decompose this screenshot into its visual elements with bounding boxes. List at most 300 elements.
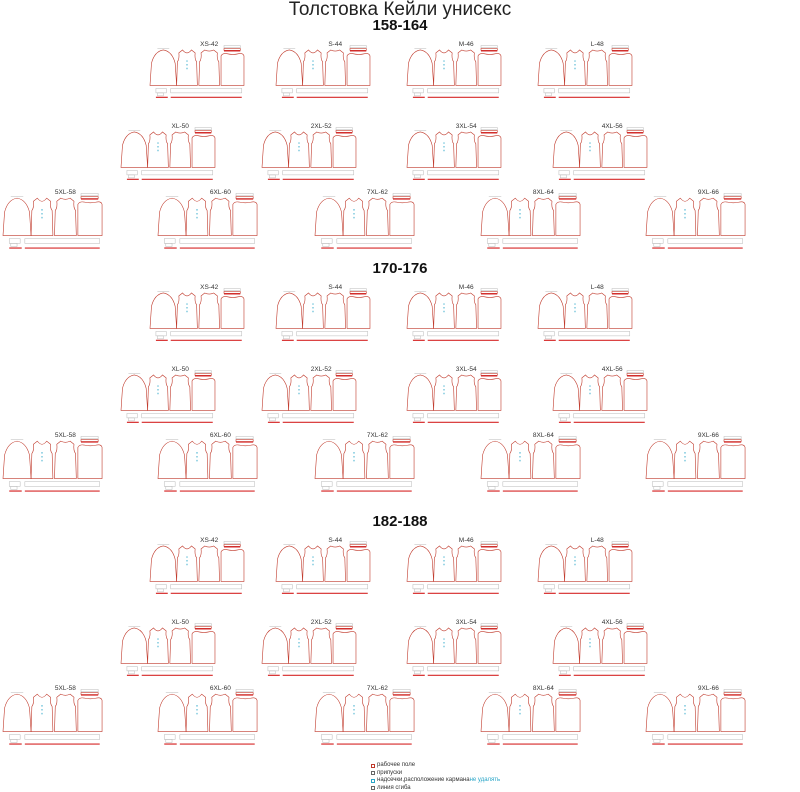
facing-piece [652, 239, 663, 244]
hood-piece [233, 698, 257, 732]
cuff-piece [393, 689, 410, 691]
size-block [407, 537, 501, 593]
band-piece [393, 440, 410, 442]
back-piece [532, 441, 554, 478]
cuff-piece [336, 624, 352, 626]
front-piece [674, 694, 696, 731]
band-piece [236, 440, 253, 442]
size-block [3, 432, 102, 491]
legend-swatch-icon [371, 786, 375, 790]
size-block [3, 685, 102, 744]
size-block [3, 189, 102, 248]
band-piece [81, 693, 98, 695]
sleeve-piece [262, 132, 289, 168]
sleeve-piece [481, 441, 509, 478]
sleeve-piece [553, 132, 580, 168]
legend-swatch-icon [371, 764, 375, 768]
size-block [262, 123, 356, 179]
size-label: 5XL-58 [55, 189, 76, 196]
hood-piece [478, 632, 501, 664]
size-block [407, 366, 501, 422]
cuff-piece [481, 371, 497, 373]
facing-piece [269, 418, 275, 421]
front-piece [31, 694, 53, 731]
cuff-piece [81, 193, 98, 195]
hood-piece [221, 297, 244, 329]
back-piece [311, 132, 332, 168]
band-piece [724, 693, 741, 695]
size-block [553, 123, 647, 179]
size-label: 6XL-60 [210, 685, 231, 692]
facing-piece [128, 175, 134, 178]
back-piece [54, 198, 76, 235]
facing-piece [560, 671, 566, 674]
back-piece [366, 441, 388, 478]
facing-piece [413, 88, 423, 92]
sleeve-piece [646, 441, 674, 478]
facing-piece [652, 482, 663, 487]
sleeve-piece [150, 50, 177, 86]
waistband-piece [559, 331, 630, 335]
back-piece [602, 375, 623, 411]
cuff-piece [224, 542, 240, 544]
size-block [262, 619, 356, 675]
facing-piece [9, 735, 20, 740]
sleeve-piece [646, 198, 674, 235]
legend-label: надсечки,расположение кармана [377, 777, 470, 785]
cuff-piece [559, 689, 576, 691]
back-piece [587, 293, 608, 329]
cuff-piece [81, 436, 98, 438]
cuff-piece [393, 436, 410, 438]
facing-piece [559, 413, 569, 417]
band-piece [350, 544, 366, 546]
legend-swatch-icon [371, 779, 375, 783]
cuff-piece [336, 128, 352, 130]
cuff-piece [195, 624, 211, 626]
sleeve-piece [553, 628, 580, 664]
legend-item [371, 785, 500, 792]
hood-piece [478, 297, 501, 329]
cuff-piece [195, 128, 211, 130]
sleeve-piece [158, 441, 186, 478]
hood-piece [556, 698, 580, 732]
size-block [150, 537, 244, 593]
size-label: XS-42 [200, 41, 218, 48]
hood-piece [78, 202, 102, 236]
back-piece [532, 694, 554, 731]
waistband-piece [142, 666, 213, 670]
waistband-piece [337, 482, 412, 487]
height-group-title: 170-176 [0, 260, 800, 277]
sleeve-piece [276, 293, 303, 329]
size-label: 7XL-62 [367, 685, 388, 692]
hood-piece [192, 136, 215, 168]
facing-piece [654, 486, 660, 489]
cuff-piece [224, 289, 240, 291]
cuff-piece [195, 371, 211, 373]
cuff-piece [393, 193, 410, 195]
facing-piece [321, 482, 332, 487]
band-piece [481, 291, 497, 293]
size-block [121, 123, 215, 179]
size-label: L-48 [591, 537, 604, 544]
hood-piece [221, 54, 244, 86]
hood-piece [78, 698, 102, 732]
band-piece [336, 373, 352, 375]
back-piece [209, 198, 231, 235]
band-piece [559, 197, 576, 199]
back-piece [456, 546, 477, 582]
back-piece [325, 546, 346, 582]
facing-piece [283, 589, 289, 592]
hood-piece [390, 445, 414, 479]
size-label: 2XL-52 [311, 619, 332, 626]
size-label: 7XL-62 [367, 189, 388, 196]
legend-swatch-icon [371, 771, 375, 775]
size-label: M-46 [459, 284, 474, 291]
sleeve-piece [315, 198, 343, 235]
size-block [150, 284, 244, 340]
front-piece [509, 694, 531, 731]
size-label: 2XL-52 [311, 123, 332, 130]
sleeve-piece [407, 546, 434, 582]
facing-piece [560, 418, 566, 421]
document-title: Толстовка Кейли унисекс [0, 0, 800, 20]
back-piece [199, 50, 220, 86]
sleeve-piece [407, 293, 434, 329]
hood-piece [347, 297, 370, 329]
size-block [407, 41, 501, 97]
size-label: 8XL-64 [533, 432, 554, 439]
waistband-piece [180, 239, 255, 244]
hood-piece [609, 297, 632, 329]
size-block [158, 432, 257, 491]
facing-piece [487, 735, 498, 740]
back-piece [199, 546, 220, 582]
facing-piece [127, 170, 137, 174]
hood-piece [333, 632, 356, 664]
facing-piece [166, 486, 172, 489]
cuff-piece [236, 436, 253, 438]
facing-piece [157, 93, 163, 96]
hood-piece [609, 54, 632, 86]
cuff-piece [559, 436, 576, 438]
size-label: 9XL-66 [698, 685, 719, 692]
size-block [538, 537, 632, 593]
cuff-piece [724, 436, 741, 438]
size-block [481, 189, 580, 248]
waistband-piece [25, 735, 100, 740]
hood-piece [390, 202, 414, 236]
facing-piece [413, 666, 423, 670]
sleeve-piece [262, 375, 289, 411]
size-label: XS-42 [200, 537, 218, 544]
facing-piece [321, 239, 332, 244]
size-block [121, 619, 215, 675]
facing-piece [269, 671, 275, 674]
sleeve-piece [538, 293, 565, 329]
cuff-piece [627, 624, 643, 626]
band-piece [336, 130, 352, 132]
band-piece [724, 197, 741, 199]
cuff-piece [236, 193, 253, 195]
facing-piece [9, 239, 20, 244]
sleeve-piece [553, 375, 580, 411]
cuff-piece [236, 689, 253, 691]
size-label: 3XL-54 [456, 619, 477, 626]
hood-piece [478, 136, 501, 168]
facing-piece [559, 170, 569, 174]
back-piece [325, 293, 346, 329]
facing-piece [128, 418, 134, 421]
facing-piece [414, 418, 420, 421]
cuff-piece [627, 128, 643, 130]
facing-piece [323, 243, 329, 246]
cuff-piece [481, 46, 497, 48]
waistband-piece [142, 170, 213, 174]
hood-piece [609, 550, 632, 582]
cuff-piece [612, 46, 628, 48]
size-block [150, 41, 244, 97]
facing-piece [157, 589, 163, 592]
facing-piece [413, 331, 423, 335]
waistband-piece [428, 584, 499, 588]
size-block [407, 619, 501, 675]
size-label: 3XL-54 [456, 366, 477, 373]
waistband-piece [171, 584, 242, 588]
facing-piece [9, 482, 20, 487]
size-label: M-46 [459, 41, 474, 48]
facing-piece [283, 336, 289, 339]
facing-piece [559, 666, 569, 670]
band-piece [224, 544, 240, 546]
cuff-piece [350, 289, 366, 291]
sleeve-piece [3, 441, 31, 478]
size-block [553, 366, 647, 422]
facing-piece [654, 243, 660, 246]
facing-piece [413, 413, 423, 417]
band-piece [350, 291, 366, 293]
size-block [158, 189, 257, 248]
sleeve-piece [158, 694, 186, 731]
waistband-piece [297, 88, 368, 92]
waistband-piece [428, 666, 499, 670]
waistband-piece [428, 88, 499, 92]
size-label: XL-50 [172, 619, 190, 626]
waistband-piece [142, 413, 213, 417]
legend-accent-label: не удалять [470, 777, 501, 785]
size-label: L-48 [591, 41, 604, 48]
facing-piece [166, 243, 172, 246]
cuff-piece [724, 193, 741, 195]
waistband-piece [559, 88, 630, 92]
band-piece [81, 197, 98, 199]
cuff-piece [481, 624, 497, 626]
back-piece [54, 441, 76, 478]
size-label: S-44 [328, 284, 342, 291]
waistband-piece [25, 482, 100, 487]
size-label: 7XL-62 [367, 432, 388, 439]
sleeve-piece [481, 198, 509, 235]
facing-piece [544, 88, 554, 92]
band-piece [481, 48, 497, 50]
size-label: XL-50 [172, 366, 190, 373]
waistband-piece [668, 482, 743, 487]
hood-piece [192, 632, 215, 664]
size-block [646, 432, 745, 491]
facing-piece [654, 739, 660, 742]
band-piece [393, 693, 410, 695]
size-block [276, 537, 370, 593]
back-piece [325, 50, 346, 86]
back-piece [602, 132, 623, 168]
band-piece [612, 544, 628, 546]
facing-piece [652, 735, 663, 740]
sleeve-piece [407, 132, 434, 168]
waistband-piece [428, 413, 499, 417]
sleeve-piece [538, 50, 565, 86]
hood-piece [347, 54, 370, 86]
facing-piece [413, 584, 423, 588]
hood-piece [233, 445, 257, 479]
sleeve-piece [158, 198, 186, 235]
waistband-piece [503, 239, 578, 244]
facing-piece [127, 666, 137, 670]
cuff-piece [612, 542, 628, 544]
cuff-piece [350, 46, 366, 48]
band-piece [81, 440, 98, 442]
facing-piece [489, 486, 495, 489]
size-label: 8XL-64 [533, 685, 554, 692]
size-block [262, 366, 356, 422]
size-block [276, 284, 370, 340]
back-piece [697, 694, 719, 731]
waistband-piece [668, 239, 743, 244]
facing-piece [560, 175, 566, 178]
waistband-piece [180, 482, 255, 487]
legend-label: линия сгиба [377, 785, 411, 792]
waistband-piece [503, 735, 578, 740]
waistband-piece [574, 666, 645, 670]
back-piece [170, 132, 191, 168]
back-piece [199, 293, 220, 329]
sleeve-piece [150, 293, 177, 329]
size-label: 4XL-56 [602, 123, 623, 130]
size-block [553, 619, 647, 675]
facing-piece [414, 175, 420, 178]
facing-piece [545, 589, 551, 592]
facing-piece [414, 336, 420, 339]
size-block [407, 123, 501, 179]
facing-piece [323, 486, 329, 489]
sleeve-piece [276, 50, 303, 86]
facing-piece [11, 486, 17, 489]
cuff-piece [627, 371, 643, 373]
back-piece [602, 628, 623, 664]
waistband-piece [283, 413, 354, 417]
back-piece [456, 293, 477, 329]
facing-piece [283, 93, 289, 96]
facing-piece [489, 739, 495, 742]
sleeve-piece [121, 628, 148, 664]
waistband-piece [25, 239, 100, 244]
legend-label: припуски [377, 770, 402, 778]
facing-piece [127, 413, 137, 417]
band-piece [393, 197, 410, 199]
band-piece [627, 373, 643, 375]
facing-piece [414, 589, 420, 592]
hood-piece [333, 136, 356, 168]
hood-piece [624, 136, 647, 168]
size-label: XL-50 [172, 123, 190, 130]
size-block [481, 432, 580, 491]
sleeve-piece [315, 441, 343, 478]
cuff-piece [559, 193, 576, 195]
size-block [407, 284, 501, 340]
back-piece [532, 198, 554, 235]
band-piece [612, 48, 628, 50]
size-label: XS-42 [200, 284, 218, 291]
band-piece [481, 130, 497, 132]
facing-piece [156, 331, 166, 335]
sleeve-piece [3, 198, 31, 235]
sleeve-piece [121, 375, 148, 411]
hood-piece [624, 632, 647, 664]
back-piece [311, 375, 332, 411]
facing-piece [282, 88, 292, 92]
legend-item [371, 762, 500, 770]
size-block [158, 685, 257, 744]
size-label: 3XL-54 [456, 123, 477, 130]
facing-piece [164, 239, 175, 244]
size-label: 6XL-60 [210, 432, 231, 439]
band-piece [236, 197, 253, 199]
band-piece [481, 626, 497, 628]
hood-piece [556, 445, 580, 479]
back-piece [456, 375, 477, 411]
sleeve-piece [121, 132, 148, 168]
waistband-piece [337, 735, 412, 740]
facing-piece [268, 170, 278, 174]
hood-piece [721, 698, 745, 732]
hood-piece [333, 379, 356, 411]
size-label: 5XL-58 [55, 685, 76, 692]
size-label: 9XL-66 [698, 189, 719, 196]
facing-piece [323, 739, 329, 742]
back-piece [456, 628, 477, 664]
hood-piece [478, 54, 501, 86]
hood-piece [221, 550, 244, 582]
facing-piece [544, 331, 554, 335]
size-block [646, 685, 745, 744]
waistband-piece [297, 331, 368, 335]
waistband-piece [559, 584, 630, 588]
hood-piece [478, 379, 501, 411]
waistband-piece [171, 331, 242, 335]
size-label: 9XL-66 [698, 432, 719, 439]
facing-piece [413, 170, 423, 174]
cuff-piece [224, 46, 240, 48]
back-piece [209, 694, 231, 731]
back-piece [587, 546, 608, 582]
size-block [315, 189, 414, 248]
back-piece [456, 132, 477, 168]
back-piece [366, 694, 388, 731]
band-piece [559, 693, 576, 695]
facing-piece [487, 239, 498, 244]
back-piece [170, 375, 191, 411]
